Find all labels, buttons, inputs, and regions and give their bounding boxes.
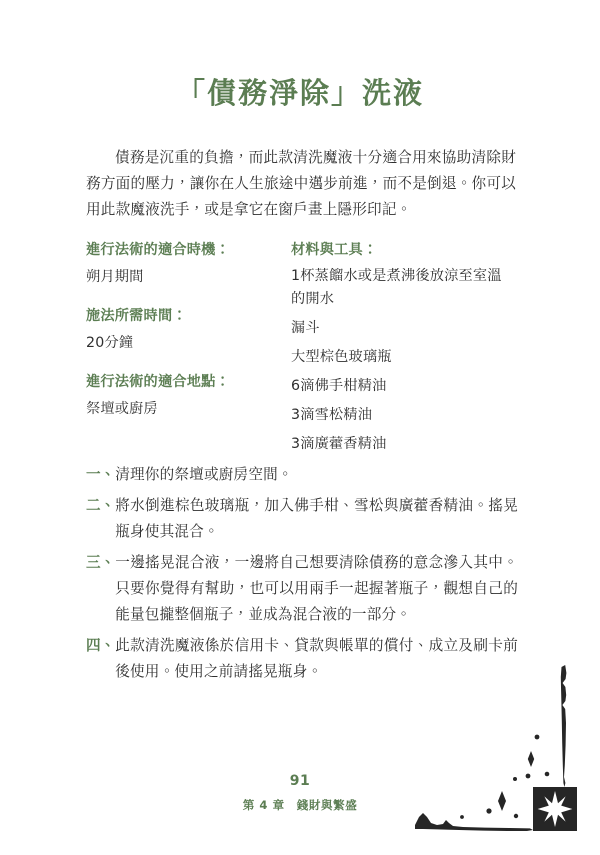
- step-number: 四、: [86, 637, 116, 654]
- step-text: 將水倒進棕色玻璃瓶，加入佛手柑、雪松與廣藿香精油。搖晃瓶身使其混合。: [115, 497, 518, 540]
- intro-paragraph: 債務是沉重的負擔，而此款清洗魔液十分適合用來協助清除財務方面的壓力，讓你在人生旅途中邁步前進，而不是倒退。你可以用此款魔液洗手，或是拿它在窗戶畫上隱形印記。: [86, 148, 516, 218]
- info-value-duration: 20分鐘: [86, 335, 134, 351]
- step-item: [86, 462, 518, 488]
- step-number: 三、: [86, 554, 116, 571]
- step-text: 此款清洗魔液係於信用卡、貸款與帳單的償付、成立及刷卡前後使用。使用之前請搖晃瓶身。: [115, 637, 518, 680]
- step-item: [86, 493, 518, 545]
- info-value-location: 祭壇或廚房: [86, 401, 158, 417]
- list-item: 漏斗: [291, 320, 320, 336]
- info-column-left: [86, 240, 291, 421]
- list-item: 3滴廣藿香精油: [291, 436, 387, 452]
- corner-ornament-icon: [415, 665, 600, 855]
- step-text: 一邊搖晃混合液，一邊將自己想要清除債務的意念滲入其中。只要你覺得有幫助，也可以用兩手一起握著瓶子，觀想自己的能量包攏整個瓶子，並成為混合液的一部分。: [115, 554, 518, 623]
- page-number: 91: [289, 773, 311, 789]
- info-heading-duration: 施法所需時間：: [86, 308, 187, 324]
- list-item: 大型棕色玻璃瓶: [291, 349, 392, 365]
- instruction-steps: [86, 462, 518, 685]
- step-item: [86, 550, 518, 628]
- step-text: 清理你的祭壇或廚房空間。: [115, 466, 293, 483]
- info-group-timing: [86, 240, 291, 289]
- info-heading-timing: 進行法術的適合時機：: [86, 242, 230, 258]
- info-heading-materials: 材料與工具：: [291, 242, 378, 258]
- info-group-duration: [86, 306, 291, 355]
- spell-info-block: [86, 240, 516, 456]
- step-number: 一、: [86, 466, 116, 483]
- step-number: 二、: [86, 497, 116, 514]
- step-item: [86, 633, 518, 685]
- page-footer: [0, 772, 600, 814]
- info-heading-location: 進行法術的適合地點：: [86, 374, 230, 390]
- materials-list: [291, 265, 516, 456]
- list-item: 3滴雪松精油: [291, 407, 373, 423]
- list-item: 6滴佛手柑精油: [291, 378, 387, 394]
- info-group-materials: [291, 240, 516, 456]
- info-group-location: [86, 372, 291, 421]
- corner-flourish-icon: [415, 665, 600, 855]
- list-item: 1杯蒸餾水或是煮沸後放涼至室溫的開水: [291, 268, 502, 307]
- info-column-right: [291, 240, 516, 456]
- page-title: 「債務淨除」洗液: [175, 76, 424, 110]
- info-value-timing: 朔月期間: [86, 269, 144, 285]
- chapter-label: 第 4 章 錢財與繁盛: [242, 798, 358, 812]
